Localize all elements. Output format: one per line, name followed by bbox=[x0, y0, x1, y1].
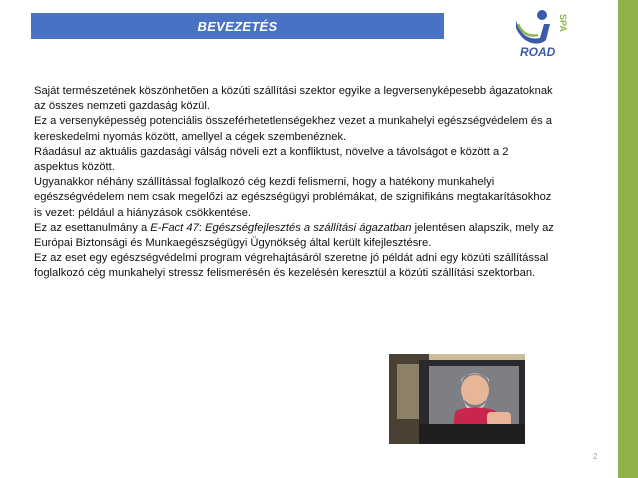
page-number: 2 bbox=[593, 452, 598, 461]
text-run: Ez az esettanulmány a bbox=[34, 221, 151, 234]
truck-driver-photo-icon bbox=[389, 354, 525, 444]
road-spa-logo-icon bbox=[510, 6, 570, 60]
body-paragraph bbox=[34, 145, 554, 175]
body-paragraph bbox=[34, 84, 554, 114]
text-run: Ugyanakkor néhány szállítással foglalkozó cég kezdi felismerni, hogy a hatékony munkahelyi egészségvédelem nem csak megelőzi az egészségügyi problémákat, de szignifikáns megtakarításokhoz is vezet: például a hiányzások csökkentése. bbox=[34, 176, 552, 219]
body-paragraph bbox=[34, 251, 554, 281]
logo-spa-text: SPA bbox=[558, 14, 568, 32]
text-run: Ez az eset egy egészségvédelmi program végrehajtásáról szeretne jó példát adni egy közúti szállítással foglalkozó cég munkahelyi stressz felismerésén és kezelésén keresztül a közúti szállítási szektorban. bbox=[34, 252, 549, 280]
green-side-bar bbox=[618, 0, 638, 478]
text-run: Ez a versenyképesség potenciális összeférhetetlenségekhez vezet a munkahelyi egészségvédelem és a kereskedelmi nyomás között, amellyel a cégek szembenéznek. bbox=[34, 115, 553, 143]
text-run: Ráadásul az aktuális gazdasági válság növeli ezt a konfliktust, növelve a távolságot e között a 2 aspektus között. bbox=[34, 145, 509, 174]
body-paragraph bbox=[34, 221, 554, 251]
text-run: : bbox=[198, 221, 206, 234]
text-run: jelentésen alapszik, mely az Európai Biztonsági és Munkaegészségügyi Ügynökség által került kifejlesztésre. bbox=[34, 221, 554, 250]
title-banner bbox=[31, 13, 444, 39]
logo-road-text: ROAD bbox=[520, 45, 556, 59]
italic-text-run: E-Fact 47 bbox=[150, 221, 199, 234]
body-text bbox=[34, 84, 554, 282]
italic-text-run: Egészségfejlesztés a szállítási ágazatban bbox=[205, 221, 412, 234]
body-paragraph bbox=[34, 175, 554, 221]
body-paragraph bbox=[34, 114, 554, 144]
text-run: Saját természetének köszönhetően a közúti szállítási szektor egyike a legversenyképesebb ágazatoknak az összes nemzeti gazdaság közül. bbox=[34, 85, 553, 113]
slide-title: BEVEZETÉS bbox=[197, 18, 278, 34]
